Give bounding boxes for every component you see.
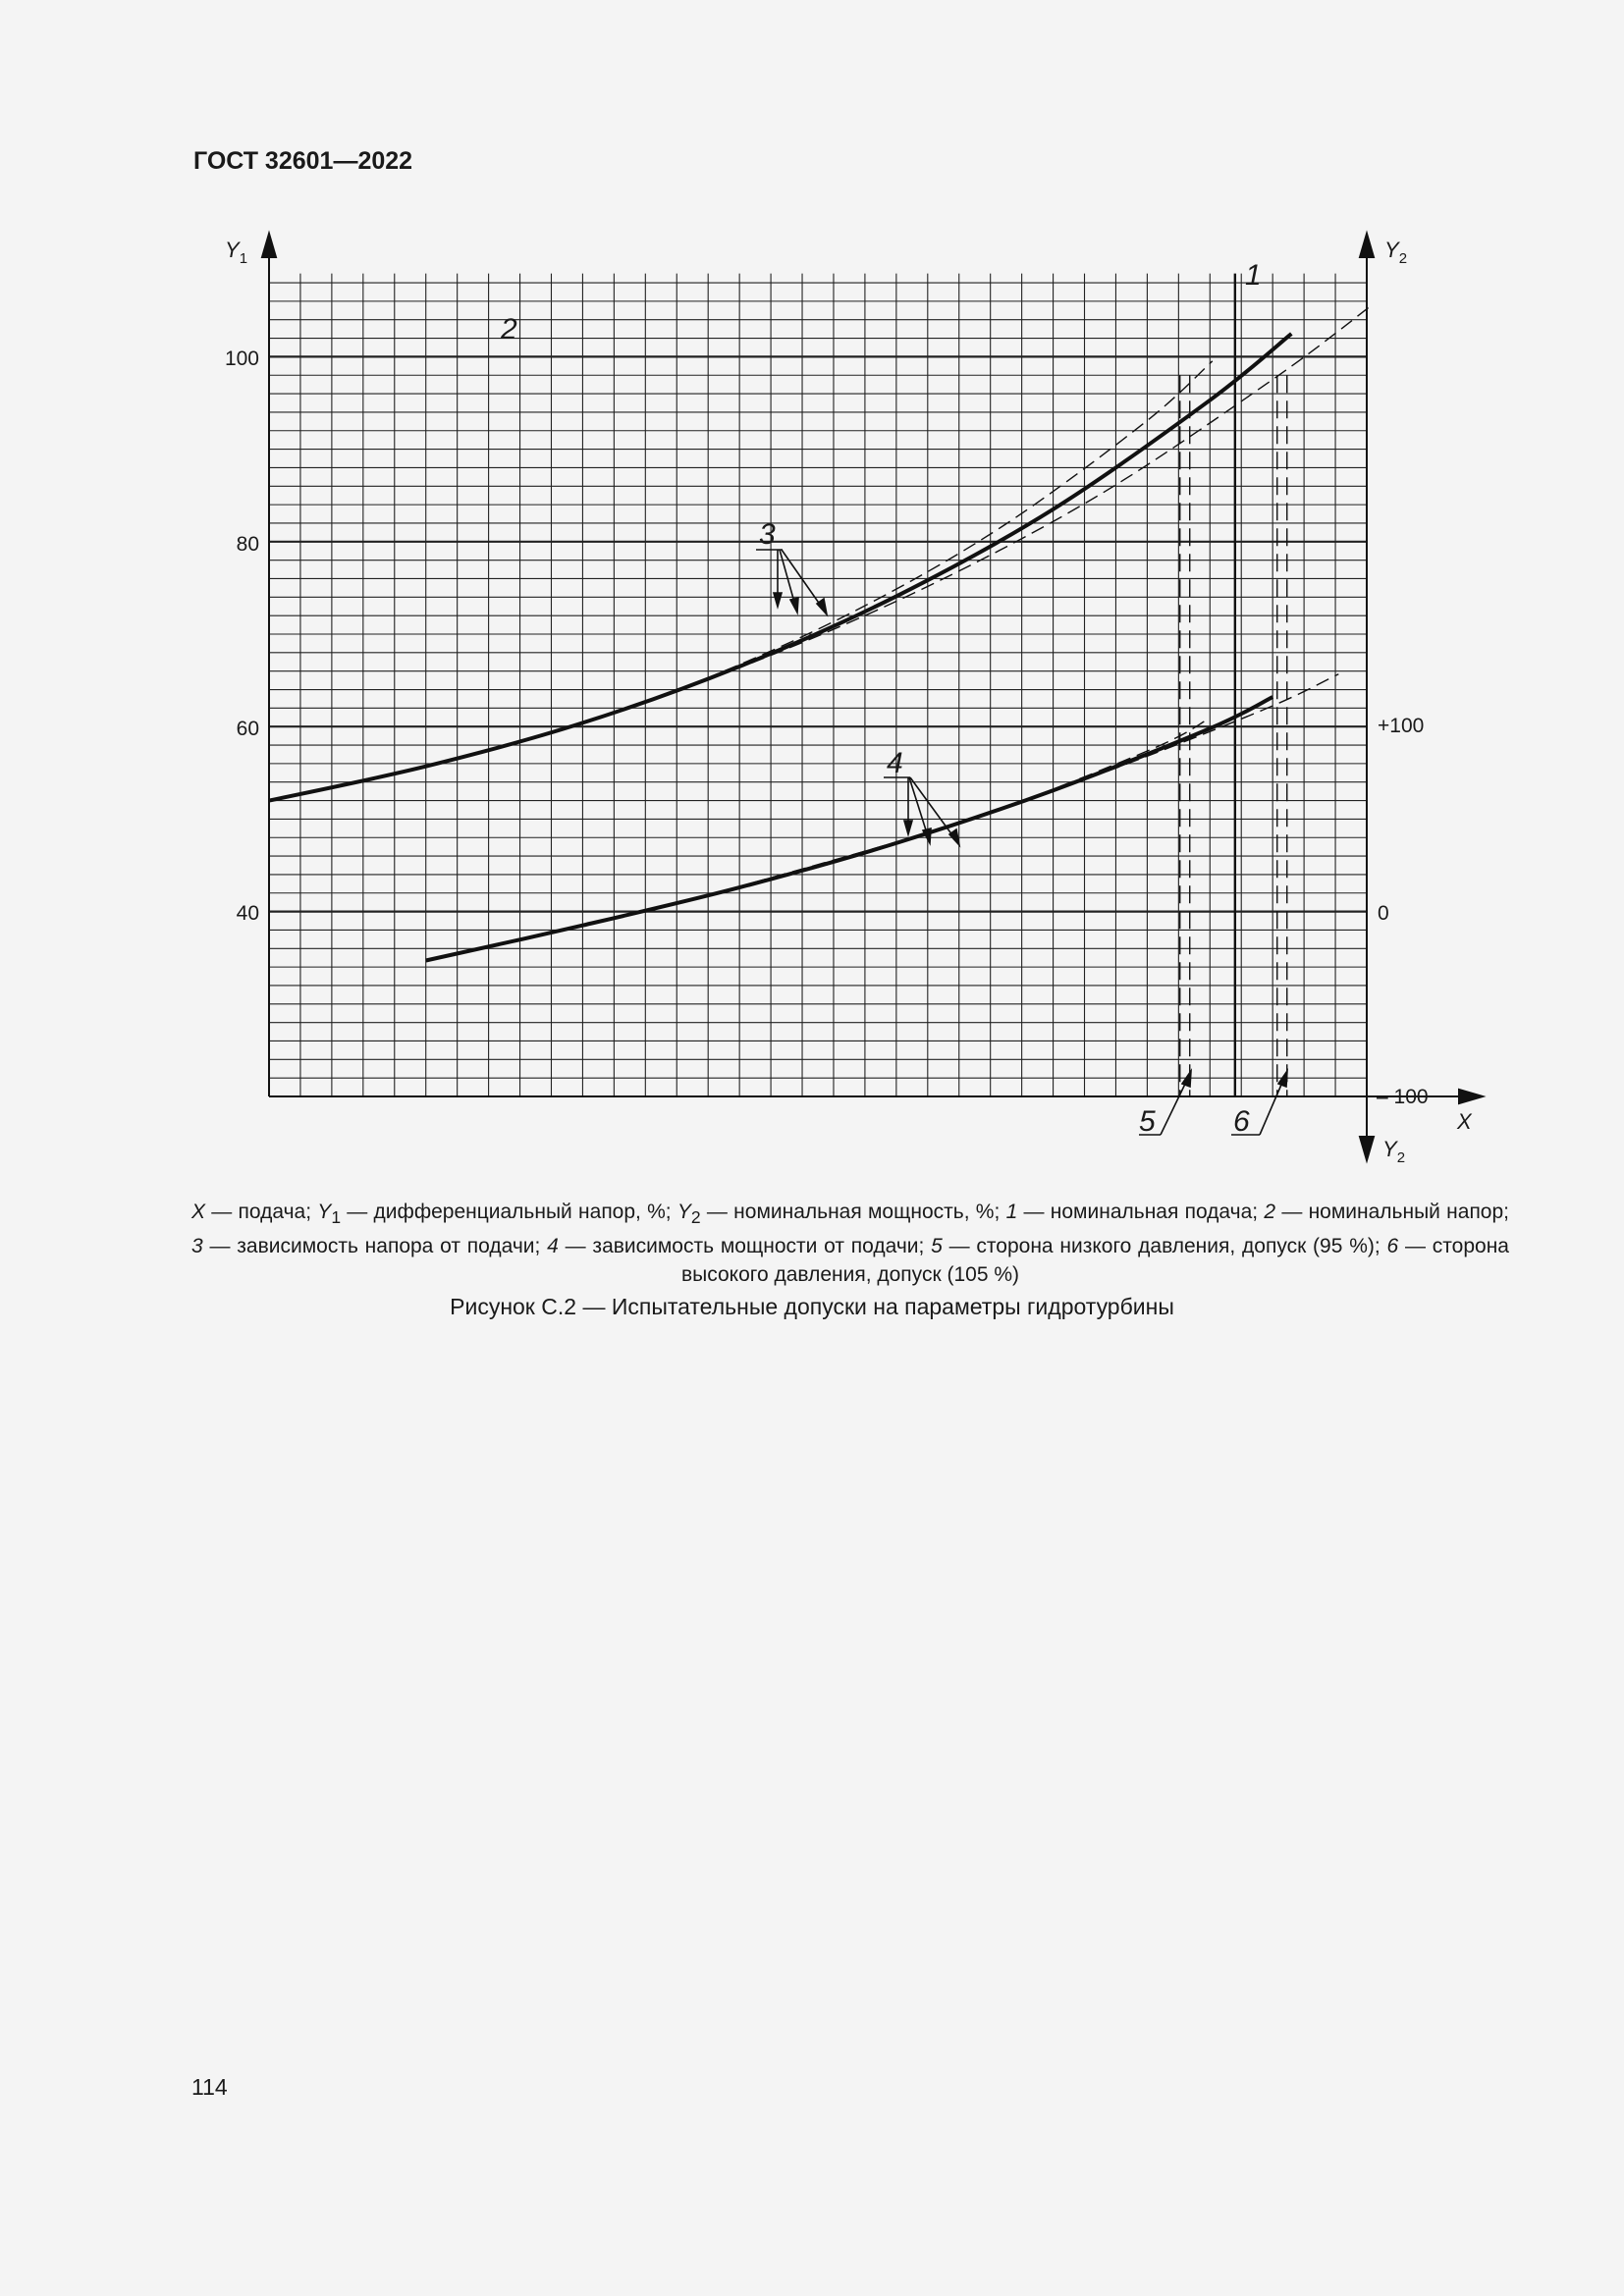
label-2: 2 bbox=[501, 313, 517, 346]
figure-legend: X — подача; $Y_1$ — дифференциальный напор, %; $Y_2$ — номинальная мощность, %; 1 — номинальная подача; 2 — номинальный напор; 3 — зависимость напора от подачи; 4 — зависимость мощности от подачи; 5 — сторона низкого давления, допуск (95 %); 6 — сторона высокого давления, допуск (105 %) bbox=[191, 1201, 1510, 1287]
grid bbox=[269, 274, 1367, 1096]
tolerance-band-4-upper bbox=[753, 674, 1339, 883]
series-line-3 bbox=[269, 334, 1291, 801]
label-6: 6 bbox=[1233, 1105, 1250, 1138]
leader-3b-arrow bbox=[790, 598, 798, 613]
tolerance-band-3-upper bbox=[596, 306, 1371, 719]
page-number: 114 bbox=[191, 2074, 228, 2100]
y1-tick-label: 100 bbox=[224, 347, 259, 370]
leader-5 bbox=[1161, 1078, 1188, 1135]
y2-axis-label-bottom: $Y_2$ bbox=[1382, 1137, 1406, 1166]
leader-6 bbox=[1260, 1078, 1284, 1135]
series-line-4 bbox=[426, 697, 1272, 960]
y1-tick-label: 40 bbox=[236, 902, 259, 925]
label-3: 3 bbox=[759, 518, 776, 551]
leader-6-arrow bbox=[1278, 1071, 1287, 1087]
y2-axis-arrow-down bbox=[1360, 1137, 1374, 1160]
leader-4b bbox=[909, 777, 928, 836]
y2-axis-arrow-up bbox=[1360, 234, 1374, 257]
document-header: ГОСТ 32601—2022 bbox=[193, 147, 413, 175]
label-4: 4 bbox=[887, 747, 903, 779]
y1-axis-arrow bbox=[262, 234, 276, 257]
x-axis-arrow bbox=[1459, 1090, 1483, 1103]
vertical-markers bbox=[1180, 274, 1287, 1096]
y1-axis-label: $Y_1$ bbox=[225, 238, 248, 267]
y2-tick-label: +100 bbox=[1378, 715, 1425, 737]
figure-caption: Рисунок С.2 — Испытательные допуски на параметры гидротурбины bbox=[450, 1294, 1174, 1319]
x-axis-label: X bbox=[1457, 1109, 1472, 1134]
y2-tick-label: 0 bbox=[1378, 902, 1389, 925]
leader-3a-arrow bbox=[774, 593, 782, 607]
axes bbox=[262, 234, 1483, 1160]
leader-5-arrow bbox=[1182, 1071, 1191, 1087]
leader-4a-arrow bbox=[904, 821, 912, 834]
label-1: 1 bbox=[1245, 259, 1262, 292]
label-5: 5 bbox=[1139, 1105, 1156, 1138]
y1-tick-label: 80 bbox=[236, 533, 259, 556]
y2-axis-label-top: $Y_2$ bbox=[1384, 238, 1408, 267]
tolerance-band-4-lower bbox=[727, 720, 1207, 891]
y2-tick-label: – 100 bbox=[1377, 1086, 1429, 1108]
y1-tick-label: 60 bbox=[236, 718, 259, 740]
